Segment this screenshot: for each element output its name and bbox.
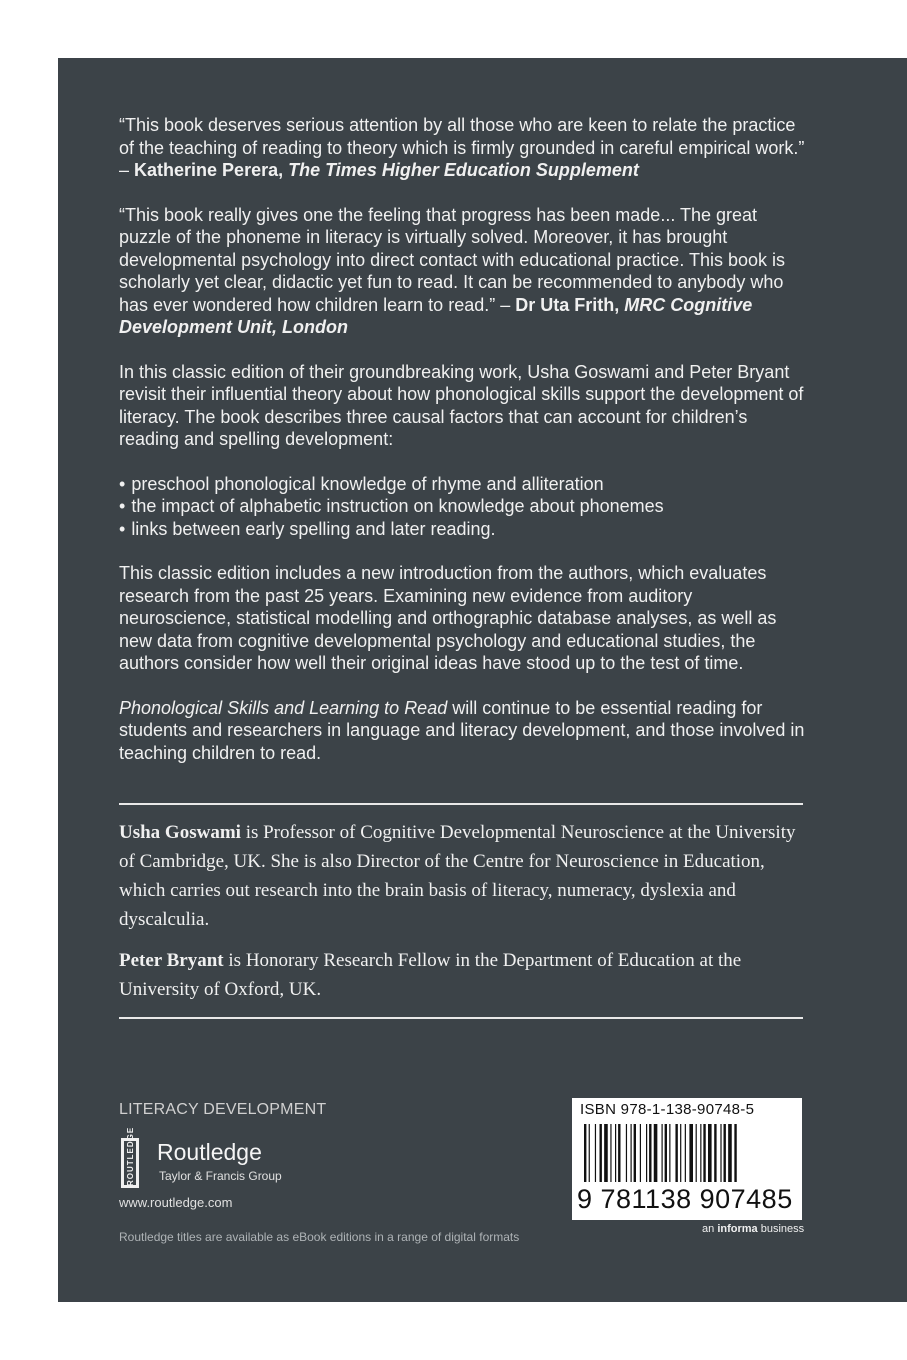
barcode-bar [714,1124,716,1182]
author-name: Peter Bryant [119,950,224,971]
routledge-vertical-mark [119,1126,143,1188]
barcode-bar [680,1124,681,1182]
barcode-bar [604,1124,608,1182]
bio-bryant [119,946,809,1004]
back-cover [58,58,907,1302]
barcode-bar [631,1124,632,1182]
barcode-bar [685,1124,686,1182]
barcode-bar [649,1124,651,1182]
list-item: • the impact of alphabetic instruction on knowledge about phonemes [119,495,809,518]
barcode-bar [626,1124,627,1182]
bio-text: is Professor of Cognitive Developmental Neuroscience at the University of Cambridge, UK. She is also Director of the Centre for Neuroscience in Education, which carries out research into the brain basis of literacy, numeracy, dyslexia and dyscalculia. [119,822,796,930]
bio-text: is Honorary Research Fellow in the Department of Education at the University of Oxford, UK. [119,950,742,1000]
barcode-bar [584,1124,586,1182]
barcode-bar [708,1124,712,1182]
book-title: Phonological Skills and Learning to Read [119,697,448,718]
series-label: LITERACY DEVELOPMENT [119,1101,327,1118]
barcode-bar [618,1124,620,1182]
classic-edition-paragraph: This classic edition includes a new introduction from the authors, which evaluates research from the past 25 years. Examining new evidence from auditory neuroscience, statistical modelling and orthographic database analyses, as well as new data from cognitive developmental psychology and educational studies, the authors consider how well their original ideas have stood up to the test of time. [119,563,777,673]
barcode-bar [615,1124,616,1182]
barcode-bar [720,1124,721,1182]
quote-source: The Times Higher Education Supplement [288,160,639,180]
blurb [119,114,809,786]
publisher-url[interactable]: www.routledge.com [119,1195,233,1210]
quote-perera [119,114,809,182]
barcode-bar [646,1124,647,1182]
bio-goswami [119,818,809,934]
barcode-bar [600,1124,602,1182]
barcode-bar [675,1124,677,1182]
barcode-bar [734,1124,736,1182]
factor-list [119,473,809,541]
quote-author: Katherine Perera, [134,160,284,180]
barcode-bar [703,1124,705,1182]
list-item: • links between early spelling and later reading. [119,518,809,541]
routledge-logo [119,1126,319,1188]
barcode-bar [654,1124,658,1182]
publisher-group: Taylor & Francis Group [159,1169,282,1183]
barcode-bar [640,1124,641,1182]
divider [119,1017,803,1019]
quote-source: MRC Cognitive Development Unit, London [119,294,753,337]
informa-suffix: business [760,1223,805,1235]
barcode-bar [696,1124,697,1182]
barcode-icon [584,1124,790,1182]
quote-author: Dr Uta Frith, [515,294,620,315]
barcode-bar [662,1124,663,1182]
intro-paragraph: In this classic edition of their groundbreaking work, Usha Goswami and Peter Bryant revisit their influential theory about how phonological skills support the development of literacy. The book describes three causal factors that can account for children’s reading and spelling development: [119,361,804,449]
publisher-name: Routledge [157,1139,262,1165]
barcode-bar [689,1124,693,1182]
informa-prefix: an [702,1223,715,1235]
barcode-bar [589,1124,590,1182]
barcode [572,1098,802,1220]
vertical-wordmark: ROUTLEDGE [126,1126,135,1186]
closing-paragraph [119,697,809,765]
informa-brand: informa [717,1223,758,1235]
quote-text: “This book really gives one the feeling that progress has been made... The great puzzle of the phoneme in literacy is virtually solved. Moreover, it has brought developmental psychology into direct contact with educational practice. This book is scholarly yet clear, didactic yet fun to read. It can be recommended to anybody who has ever wondered how children learn to read.” – [119,204,786,315]
barcode-bar [724,1124,726,1182]
divider [119,803,803,805]
list-item: • preschool phonological knowledge of rhyme and alliteration [119,473,809,496]
barcode-bar [610,1124,611,1182]
closing-text: will continue to be essential reading for students and researchers in language and literacy development, and those involved in teaching children to read. [119,697,805,763]
barcode-bar [669,1124,670,1182]
barcode-bar [728,1124,732,1182]
quote-frith [119,204,809,339]
quote-text: “This book deserves serious attention by all those who are keen to relate the practice of the teaching of reading to theory which is firmly grounded in careful empirical work.” – [119,115,805,180]
barcode-bar [634,1124,636,1182]
isbn-label: ISBN 978-1-138-90748-5 [580,1101,755,1118]
ebook-note: Routledge titles are available as eBook editions in a range of digital formats [119,1230,520,1244]
barcode-bar [595,1124,596,1182]
author-name: Usha Goswami [119,822,241,843]
author-bios [119,818,809,1016]
isbn-digits: 9 781138 907485 [577,1184,793,1214]
barcode-bar [700,1124,701,1182]
informa-tagline [702,1223,804,1235]
barcode-bar [665,1124,667,1182]
